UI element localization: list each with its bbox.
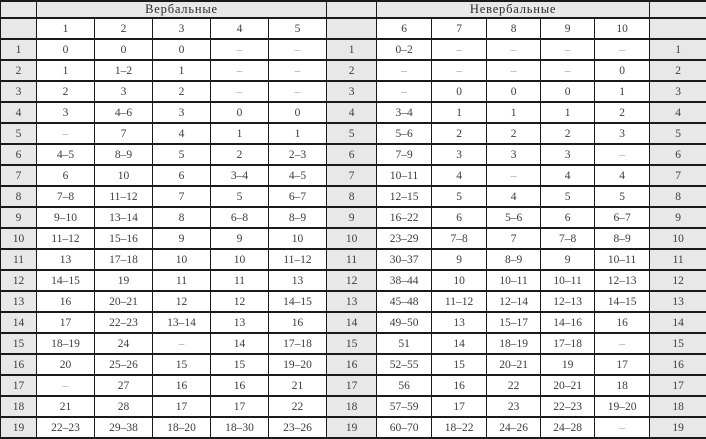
verbal-cell: – [269, 81, 327, 102]
table-row [1, 270, 706, 291]
row-number-middle: 18 [327, 396, 377, 417]
nonverbal-cell: – [377, 81, 432, 102]
row-number-right: 6 [650, 144, 706, 165]
col-header-9: 9 [541, 18, 595, 39]
verbal-cell: 3–4 [211, 165, 269, 186]
verbal-cell: 15 [211, 354, 269, 375]
verbal-cell: 3 [153, 102, 211, 123]
verbal-cell: 16 [211, 375, 269, 396]
verbal-cell: – [211, 81, 269, 102]
verbal-cell: 9–10 [37, 207, 95, 228]
nonverbal-cell: 52–55 [377, 354, 432, 375]
verbal-cell: 2 [211, 144, 269, 165]
verbal-cell: 8–9 [269, 207, 327, 228]
nonverbal-cell: 11–12 [432, 291, 487, 312]
nonverbal-cell: 5 [541, 186, 595, 207]
verbal-cell: 3 [37, 102, 95, 123]
row-number-right: 17 [650, 375, 706, 396]
nonverbal-cell: 19–20 [595, 396, 650, 417]
nonverbal-cell: – [541, 39, 595, 60]
nonverbal-cell: 14–16 [541, 312, 595, 333]
nonverbal-group-header: Невербальные [377, 1, 650, 18]
col-header-6: 6 [377, 18, 432, 39]
nonverbal-cell: 3 [432, 144, 487, 165]
verbal-cell: 9 [211, 228, 269, 249]
verbal-cell: 6 [153, 165, 211, 186]
row-number-right: 19 [650, 417, 706, 438]
table-row [1, 207, 706, 228]
verbal-cell: 8–9 [95, 144, 153, 165]
table-row [1, 291, 706, 312]
table-row [1, 228, 706, 249]
verbal-cell: 14–15 [269, 291, 327, 312]
row-number-left: 2 [1, 60, 37, 81]
row-number-left: 17 [1, 375, 37, 396]
row-number-middle: 14 [327, 312, 377, 333]
verbal-cell: 13 [211, 312, 269, 333]
table-row [1, 165, 706, 186]
verbal-cell: 22–23 [95, 312, 153, 333]
column-header-row [1, 18, 706, 39]
verbal-cell: 13–14 [95, 207, 153, 228]
row-number-right: 16 [650, 354, 706, 375]
row-number-left: 15 [1, 333, 37, 354]
verbal-cell: 15 [153, 354, 211, 375]
nonverbal-cell: 7 [487, 228, 541, 249]
verbal-cell: 29–38 [95, 417, 153, 438]
table-row [1, 417, 706, 438]
row-number-left: 7 [1, 165, 37, 186]
row-number-right: 15 [650, 333, 706, 354]
nonverbal-cell: 10 [432, 270, 487, 291]
nonverbal-cell: 6 [541, 207, 595, 228]
row-number-middle: 1 [327, 39, 377, 60]
nonverbal-cell: 22 [487, 375, 541, 396]
nonverbal-cell: 0 [487, 81, 541, 102]
nonverbal-cell: – [595, 333, 650, 354]
nonverbal-cell: – [432, 60, 487, 81]
verbal-cell: 6 [37, 165, 95, 186]
verbal-cell: 4 [153, 123, 211, 144]
row-number-right: 7 [650, 165, 706, 186]
verbal-cell: – [269, 60, 327, 81]
verbal-cell: 20 [37, 354, 95, 375]
row-number-right: 3 [650, 81, 706, 102]
verbal-cell: – [37, 375, 95, 396]
row-number-right: 4 [650, 102, 706, 123]
nonverbal-cell: 16 [432, 375, 487, 396]
nonverbal-cell: 6–7 [595, 207, 650, 228]
verbal-cell: 0 [153, 39, 211, 60]
row-number-left: 4 [1, 102, 37, 123]
verbal-cell: 8 [153, 207, 211, 228]
verbal-cell: – [37, 123, 95, 144]
nonverbal-cell: – [487, 165, 541, 186]
nonverbal-cell: 8–9 [487, 249, 541, 270]
verbal-cell: 24 [95, 333, 153, 354]
nonverbal-cell: 3–4 [377, 102, 432, 123]
nonverbal-cell: 23–29 [377, 228, 432, 249]
nonverbal-cell: 0–2 [377, 39, 432, 60]
corner-cell-middle [327, 1, 377, 18]
row-number-right: 9 [650, 207, 706, 228]
nonverbal-cell: 12–15 [377, 186, 432, 207]
table-row [1, 354, 706, 375]
verbal-cell: 19–20 [269, 354, 327, 375]
nonverbal-cell: 1 [541, 102, 595, 123]
corner-cell-right-2 [650, 18, 706, 39]
nonverbal-cell: 13 [432, 312, 487, 333]
verbal-cell: 4–5 [37, 144, 95, 165]
verbal-cell: 11–12 [37, 228, 95, 249]
table-row [1, 81, 706, 102]
nonverbal-cell: 12–14 [487, 291, 541, 312]
row-number-middle: 17 [327, 375, 377, 396]
corner-cell-left [1, 1, 37, 18]
verbal-cell: 22–23 [37, 417, 95, 438]
verbal-cell: 21 [269, 375, 327, 396]
nonverbal-cell: 17–18 [541, 333, 595, 354]
row-number-left: 13 [1, 291, 37, 312]
verbal-cell: 18–19 [37, 333, 95, 354]
nonverbal-cell: 10–11 [595, 249, 650, 270]
row-number-middle: 11 [327, 249, 377, 270]
row-number-middle: 10 [327, 228, 377, 249]
col-header-10: 10 [595, 18, 650, 39]
verbal-cell: 23–26 [269, 417, 327, 438]
verbal-cell: 0 [37, 39, 95, 60]
verbal-cell: – [153, 333, 211, 354]
verbal-cell: 11 [153, 270, 211, 291]
nonverbal-cell: 1 [487, 102, 541, 123]
row-number-middle: 4 [327, 102, 377, 123]
row-number-left: 9 [1, 207, 37, 228]
nonverbal-cell: 7–9 [377, 144, 432, 165]
nonverbal-cell: 5 [432, 186, 487, 207]
nonverbal-cell: 9 [432, 249, 487, 270]
table-row [1, 144, 706, 165]
row-number-right: 1 [650, 39, 706, 60]
nonverbal-cell: 0 [595, 60, 650, 81]
nonverbal-cell: 7–8 [432, 228, 487, 249]
row-number-left: 6 [1, 144, 37, 165]
nonverbal-cell: 30–37 [377, 249, 432, 270]
row-number-right: 2 [650, 60, 706, 81]
nonverbal-cell: 10–11 [541, 270, 595, 291]
row-number-right: 12 [650, 270, 706, 291]
table-row [1, 102, 706, 123]
row-number-left: 12 [1, 270, 37, 291]
nonverbal-cell: 3 [595, 123, 650, 144]
table-row [1, 123, 706, 144]
verbal-cell: 10 [269, 228, 327, 249]
nonverbal-cell: 5 [595, 186, 650, 207]
corner-cell-right [650, 1, 706, 18]
nonverbal-cell: 2 [432, 123, 487, 144]
nonverbal-cell: 2 [595, 102, 650, 123]
nonverbal-cell: 16–22 [377, 207, 432, 228]
nonverbal-cell: 12–13 [595, 270, 650, 291]
nonverbal-cell: 4 [487, 186, 541, 207]
nonverbal-cell: 17 [595, 354, 650, 375]
table-row [1, 396, 706, 417]
verbal-cell: 9 [153, 228, 211, 249]
row-number-left: 5 [1, 123, 37, 144]
row-number-right: 8 [650, 186, 706, 207]
verbal-cell: 10 [95, 165, 153, 186]
row-number-left: 8 [1, 186, 37, 207]
row-number-middle: 5 [327, 123, 377, 144]
table-row [1, 186, 706, 207]
nonverbal-cell: 19 [541, 354, 595, 375]
verbal-cell: 4–6 [95, 102, 153, 123]
nonverbal-cell: 10–11 [377, 165, 432, 186]
nonverbal-cell: 38–44 [377, 270, 432, 291]
col-header-8: 8 [487, 18, 541, 39]
nonverbal-cell: 10–11 [487, 270, 541, 291]
verbal-cell: 1 [211, 123, 269, 144]
verbal-cell: 19 [95, 270, 153, 291]
verbal-cell: 17 [37, 312, 95, 333]
nonverbal-cell: 2 [487, 123, 541, 144]
nonverbal-cell: 6 [432, 207, 487, 228]
nonverbal-cell: – [541, 60, 595, 81]
nonverbal-cell: 20–21 [487, 354, 541, 375]
verbal-cell: 0 [95, 39, 153, 60]
nonverbal-cell: 15–17 [487, 312, 541, 333]
nonverbal-cell: 5–6 [487, 207, 541, 228]
verbal-cell: 20–21 [95, 291, 153, 312]
col-header-3: 3 [153, 18, 211, 39]
verbal-cell: 13 [37, 249, 95, 270]
nonverbal-cell: – [377, 60, 432, 81]
nonverbal-cell: – [595, 417, 650, 438]
verbal-cell: 17 [211, 396, 269, 417]
nonverbal-cell: 1 [432, 102, 487, 123]
nonverbal-cell: 56 [377, 375, 432, 396]
verbal-cell: 0 [211, 102, 269, 123]
verbal-cell: 15–16 [95, 228, 153, 249]
verbal-cell: 11–12 [269, 249, 327, 270]
verbal-cell: 14 [211, 333, 269, 354]
nonverbal-cell: 1 [595, 81, 650, 102]
verbal-cell: 12 [153, 291, 211, 312]
table-row [1, 249, 706, 270]
nonverbal-cell: 24–28 [541, 417, 595, 438]
verbal-cell: 16 [37, 291, 95, 312]
row-number-middle: 2 [327, 60, 377, 81]
nonverbal-cell: – [487, 60, 541, 81]
nonverbal-cell: 15 [432, 354, 487, 375]
row-number-middle: 12 [327, 270, 377, 291]
verbal-cell: 0 [269, 102, 327, 123]
row-number-middle: 6 [327, 144, 377, 165]
nonverbal-cell: 57–59 [377, 396, 432, 417]
row-number-right: 11 [650, 249, 706, 270]
row-number-right: 13 [650, 291, 706, 312]
verbal-cell: 5 [153, 144, 211, 165]
row-number-middle: 16 [327, 354, 377, 375]
verbal-cell: 12 [211, 291, 269, 312]
nonverbal-cell: 16 [595, 312, 650, 333]
verbal-cell: 11–12 [95, 186, 153, 207]
verbal-cell: 10 [211, 249, 269, 270]
verbal-cell: 1–2 [95, 60, 153, 81]
nonverbal-cell: 3 [541, 144, 595, 165]
nonverbal-cell: – [487, 39, 541, 60]
row-number-middle: 7 [327, 165, 377, 186]
verbal-cell: 28 [95, 396, 153, 417]
row-number-right: 18 [650, 396, 706, 417]
verbal-group-header: Вербальные [37, 1, 327, 18]
verbal-cell: 7–8 [37, 186, 95, 207]
verbal-cell: 3 [95, 81, 153, 102]
verbal-cell: 11 [211, 270, 269, 291]
verbal-cell: 17 [153, 396, 211, 417]
row-number-middle: 15 [327, 333, 377, 354]
nonverbal-cell: 24–26 [487, 417, 541, 438]
col-header-5: 5 [269, 18, 327, 39]
row-number-middle: 9 [327, 207, 377, 228]
nonverbal-cell: 7–8 [541, 228, 595, 249]
verbal-cell: 16 [269, 312, 327, 333]
table-row [1, 60, 706, 81]
corner-cell-middle-2 [327, 18, 377, 39]
col-header-4: 4 [211, 18, 269, 39]
verbal-cell: 13–14 [153, 312, 211, 333]
nonverbal-cell: 22–23 [541, 396, 595, 417]
verbal-cell: 16 [153, 375, 211, 396]
nonverbal-cell: – [595, 144, 650, 165]
nonverbal-cell: 0 [432, 81, 487, 102]
nonverbal-cell: 4 [595, 165, 650, 186]
verbal-cell: 2 [37, 81, 95, 102]
verbal-cell: 25–26 [95, 354, 153, 375]
group-header-row [1, 1, 706, 18]
nonverbal-cell: 4 [541, 165, 595, 186]
nonverbal-cell: 18–19 [487, 333, 541, 354]
verbal-cell: – [269, 39, 327, 60]
verbal-cell: 14–15 [37, 270, 95, 291]
nonverbal-cell: 18–22 [432, 417, 487, 438]
nonverbal-cell: – [595, 39, 650, 60]
nonverbal-cell: 60–70 [377, 417, 432, 438]
verbal-cell: 22 [269, 396, 327, 417]
row-number-left: 18 [1, 396, 37, 417]
verbal-cell: 21 [37, 396, 95, 417]
verbal-cell: 6–7 [269, 186, 327, 207]
verbal-cell: 6–8 [211, 207, 269, 228]
verbal-cell: 17–18 [269, 333, 327, 354]
verbal-cell: 27 [95, 375, 153, 396]
verbal-cell: – [211, 60, 269, 81]
row-number-left: 19 [1, 417, 37, 438]
nonverbal-cell: 0 [541, 81, 595, 102]
nonverbal-cell: 3 [487, 144, 541, 165]
corner-cell-left-2 [1, 18, 37, 39]
row-number-left: 11 [1, 249, 37, 270]
verbal-cell: 18–30 [211, 417, 269, 438]
row-number-middle: 13 [327, 291, 377, 312]
verbal-cell: 1 [37, 60, 95, 81]
row-number-middle: 3 [327, 81, 377, 102]
nonverbal-cell: 12–13 [541, 291, 595, 312]
table-row [1, 39, 706, 60]
row-number-left: 16 [1, 354, 37, 375]
nonverbal-cell: 9 [541, 249, 595, 270]
verbal-cell: – [211, 39, 269, 60]
nonverbal-cell: 49–50 [377, 312, 432, 333]
verbal-cell: 18–20 [153, 417, 211, 438]
verbal-cell: 1 [153, 60, 211, 81]
verbal-cell: 4–5 [269, 165, 327, 186]
col-header-7: 7 [432, 18, 487, 39]
verbal-cell: 7 [95, 123, 153, 144]
col-header-2: 2 [95, 18, 153, 39]
nonverbal-cell: 45–48 [377, 291, 432, 312]
verbal-cell: 10 [153, 249, 211, 270]
nonverbal-cell: – [432, 39, 487, 60]
verbal-cell: 7 [153, 186, 211, 207]
verbal-cell: 5 [211, 186, 269, 207]
table-row [1, 312, 706, 333]
nonverbal-cell: 51 [377, 333, 432, 354]
nonverbal-cell: 2 [541, 123, 595, 144]
row-number-left: 3 [1, 81, 37, 102]
col-header-1: 1 [37, 18, 95, 39]
nonverbal-cell: 4 [432, 165, 487, 186]
verbal-cell: 2–3 [269, 144, 327, 165]
verbal-cell: 17–18 [95, 249, 153, 270]
verbal-cell: 1 [269, 123, 327, 144]
row-number-middle: 8 [327, 186, 377, 207]
table-body [1, 39, 706, 438]
table-row [1, 333, 706, 354]
nonverbal-cell: 20–21 [541, 375, 595, 396]
row-number-right: 14 [650, 312, 706, 333]
row-number-left: 1 [1, 39, 37, 60]
row-number-middle: 19 [327, 417, 377, 438]
row-number-left: 10 [1, 228, 37, 249]
row-number-left: 14 [1, 312, 37, 333]
nonverbal-cell: 23 [487, 396, 541, 417]
nonverbal-cell: 14–15 [595, 291, 650, 312]
nonverbal-cell: 5–6 [377, 123, 432, 144]
nonverbal-cell: 17 [432, 396, 487, 417]
nonverbal-cell: 18 [595, 375, 650, 396]
table-row [1, 375, 706, 396]
row-number-right: 10 [650, 228, 706, 249]
verbal-cell: 2 [153, 81, 211, 102]
verbal-cell: 13 [269, 270, 327, 291]
nonverbal-cell: 8–9 [595, 228, 650, 249]
nonverbal-cell: 14 [432, 333, 487, 354]
row-number-right: 5 [650, 123, 706, 144]
